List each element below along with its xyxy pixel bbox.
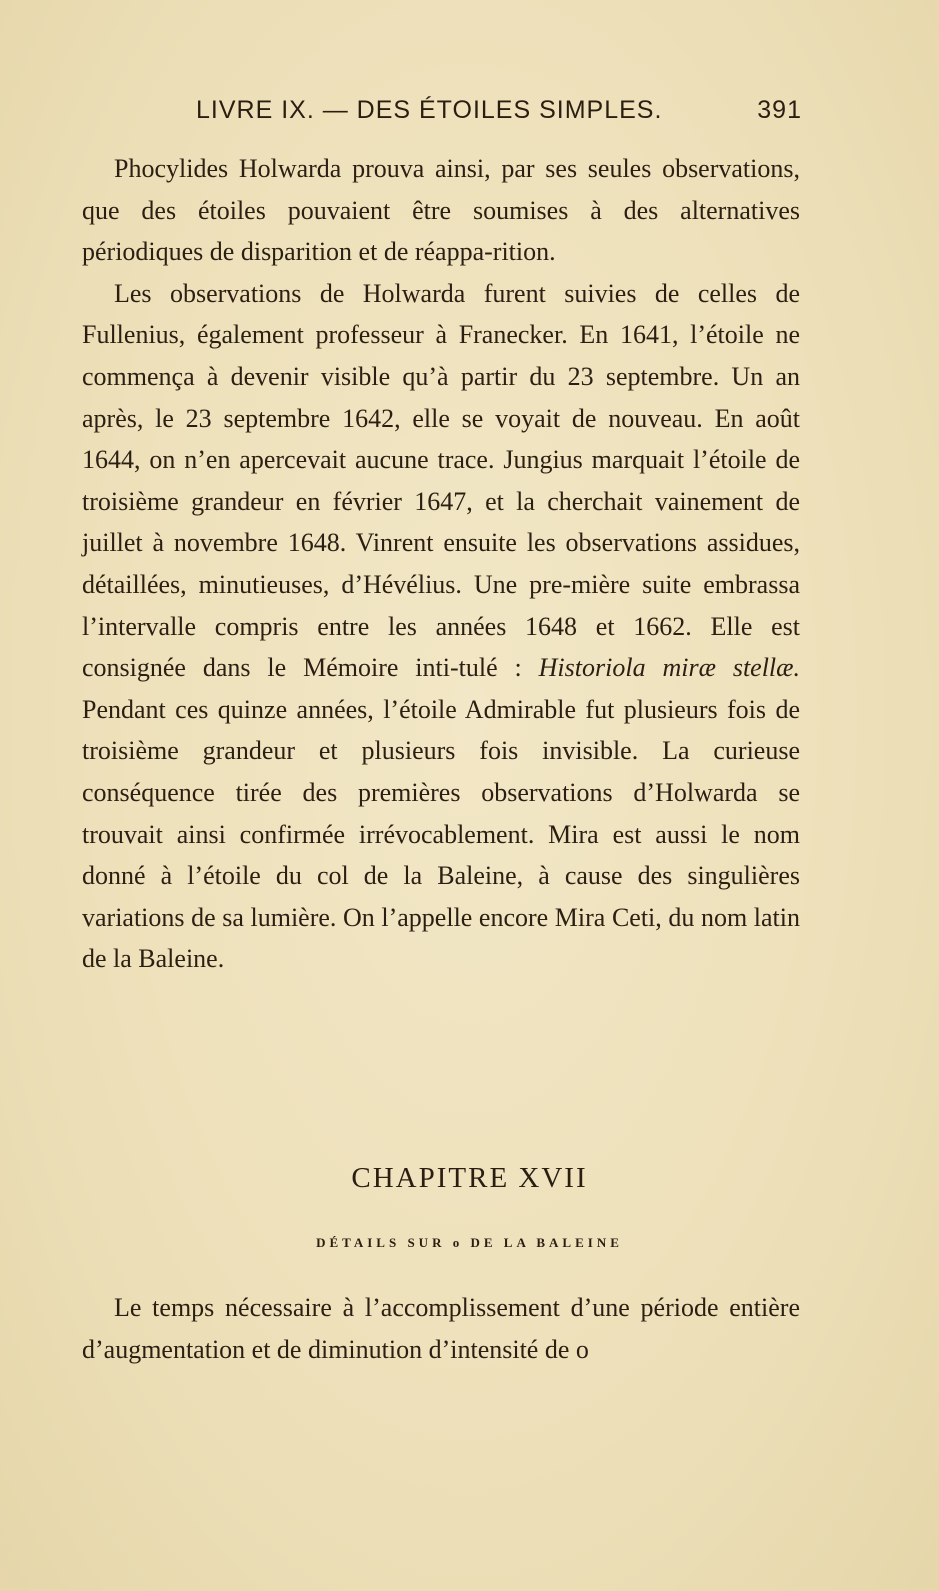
paragraph-text: Pendant ces quinze années, l’étoile Admirable fut plusieurs fois de troisième grandeur et plusieurs fois invisible. La curieuse conséquence tirée des premières observations d’Holwarda se trouvait ainsi confirmée irrévocablement. Mira est aussi le nom donné à l’étoile du col de la Baleine, à cause des singulières variations de sa lumière. On l’appelle encore Mira Ceti, du nom latin de la Baleine.	[82, 694, 800, 974]
paragraph: Phocylides Holwarda prouva ainsi, par ses seules observations, que des étoiles pouvaient être soumises à des alternatives périodiques de disparition et de réappa-rition.	[82, 154, 800, 267]
paragraph	[82, 273, 800, 980]
chapter-subtitle: DÉTAILS SUR o DE LA BALEINE	[316, 1235, 623, 1250]
chapter-title: CHAPITRE XVII	[351, 1162, 588, 1194]
body-text	[82, 148, 800, 980]
paragraph-text: Les observations de Holwarda furent suivies de celles de Fullenius, également professeur à Franecker. En 1641, l’étoile ne commença à devenir visible qu’à partir du 23 septembre. Un an après, le 23 septembre 1642, elle se voyait de nouveau. En août 1644, on n’en apercevait aucune trace. Jungius marquait l’étoile de troisième grandeur en février 1647, et la cherchait vainement de juillet à novembre 1648. Vinrent ensuite les observations assidues, détaillées, minutieuses, d’Hévélius. Une pre-mière suite embrassa l’intervalle compris entre les années 1648 et 1662. Elle est consignée dans le Mémoire inti-tulé :	[82, 278, 800, 683]
running-title: LIVRE IX. — DES ÉTOILES SIMPLES.	[196, 96, 663, 124]
italic-title: Historiola miræ stellæ.	[538, 653, 800, 683]
page-number: 391	[757, 96, 802, 124]
paragraph: Le temps nécessaire à l’accomplissement d’une période entière d’augmentation et de diminution d’intensité de o	[82, 1293, 800, 1364]
chapter-text	[82, 1287, 800, 1370]
running-header	[196, 96, 802, 130]
